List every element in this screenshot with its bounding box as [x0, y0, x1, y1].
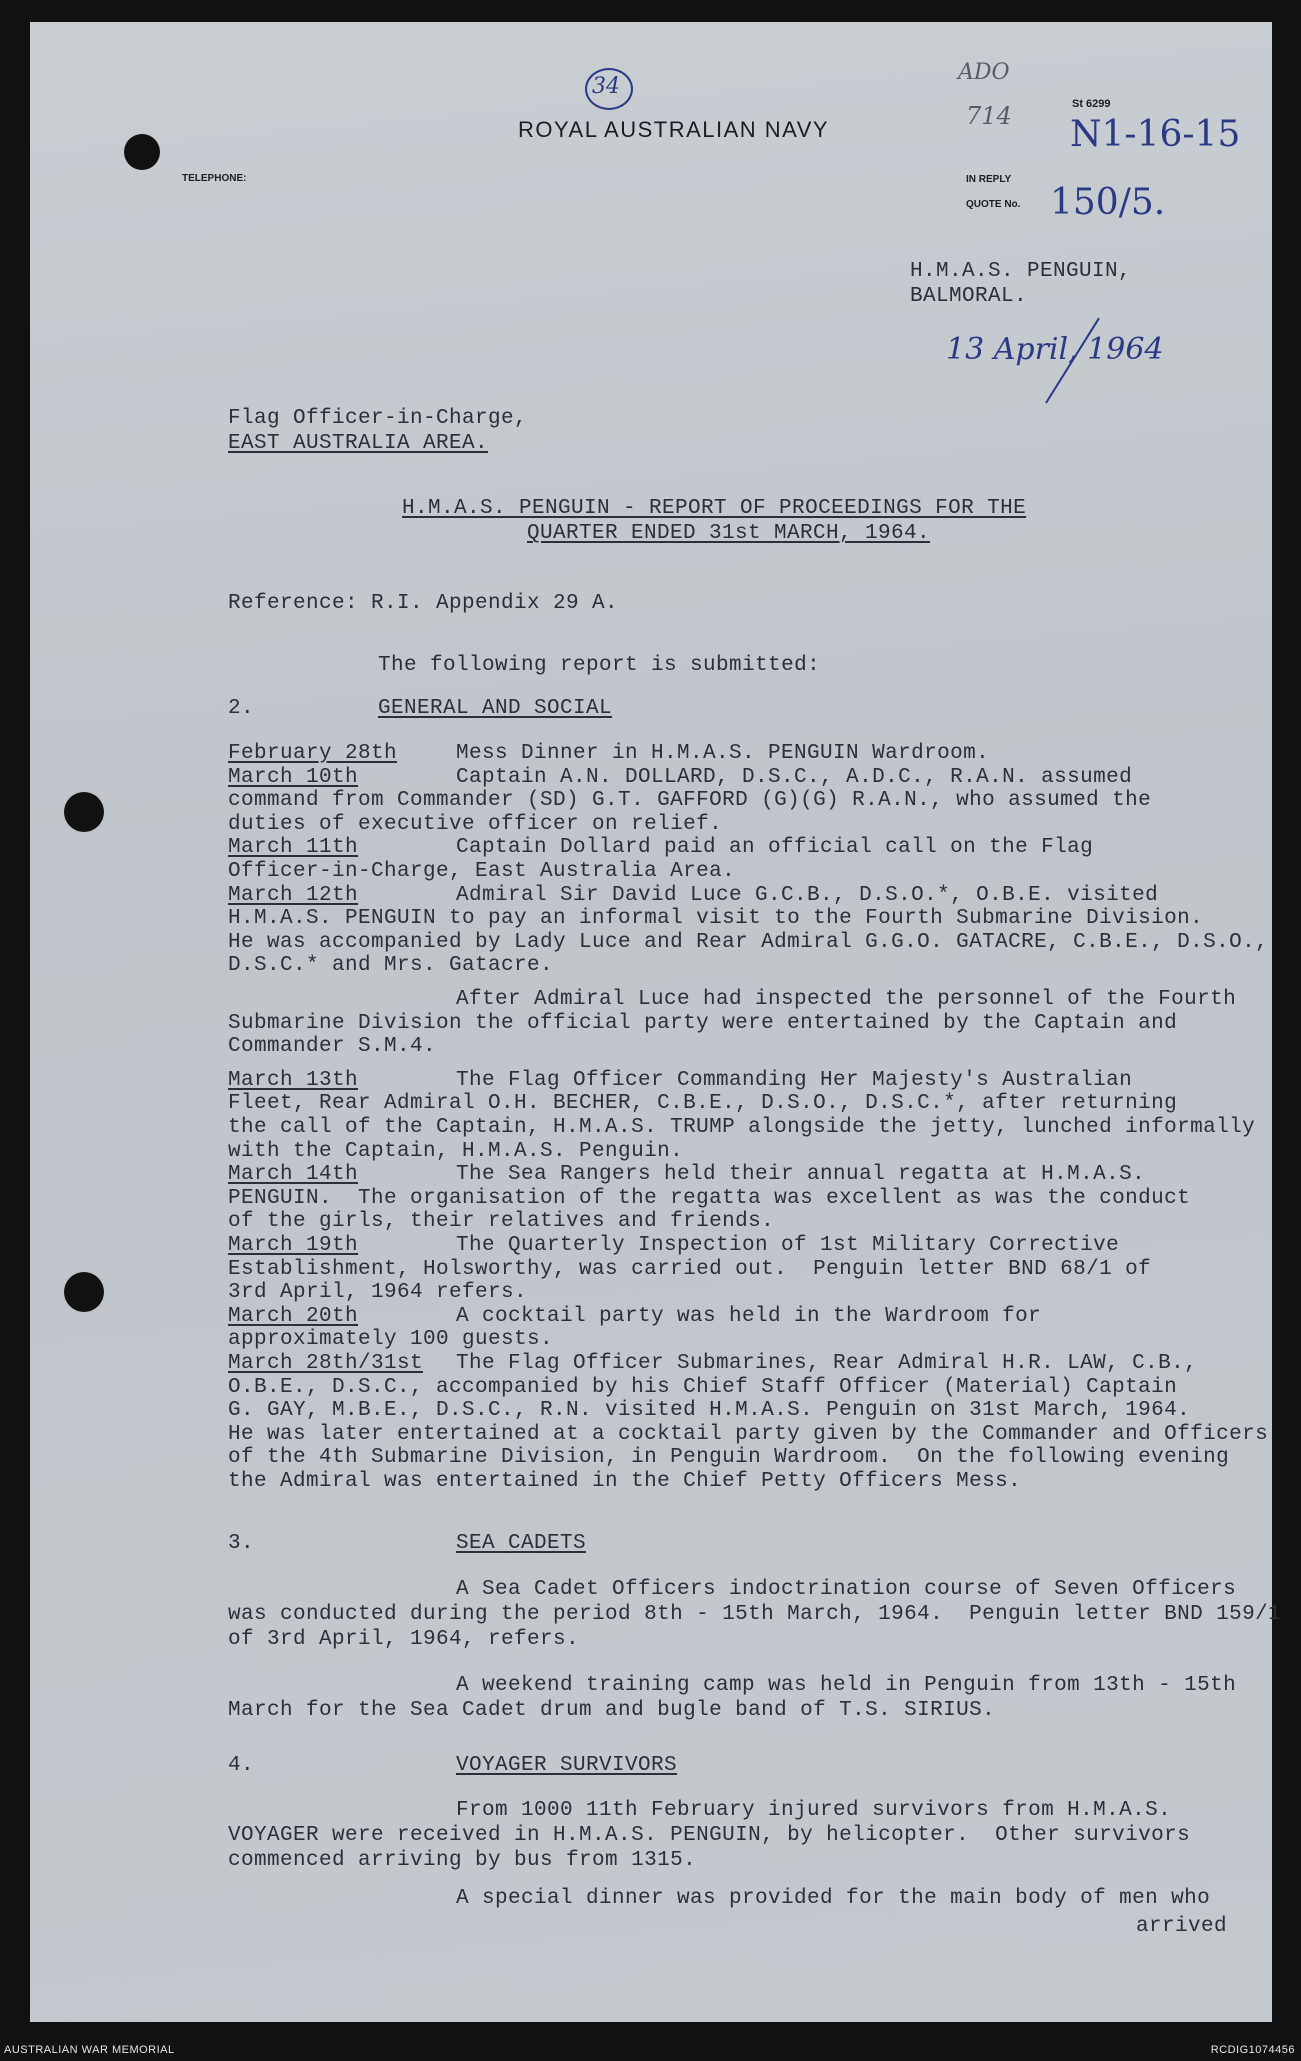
entry-line: A cocktail party was held in the Wardroom for [456, 1304, 1042, 1328]
quote-number-value: 150/5. [1050, 182, 1166, 223]
entry-line: Admiral Sir David Luce G.C.B., D.S.O.*, O.B.E. visited [456, 883, 1159, 907]
paragraph-line: VOYAGER were received in H.M.A.S. PENGUIN, by helicopter. Other survivors [228, 1824, 1191, 1847]
entry-date: March 14th [228, 1163, 359, 1187]
entry-line: Establishment, Holsworthy, was carried out. Penguin letter BND 68/1 of [228, 1257, 1152, 1281]
reference-line: Reference: R.I. Appendix 29 A. [228, 592, 619, 615]
paragraph-line: A Sea Cadet Officers indoctrination course of Seven Officers [456, 1578, 1237, 1601]
section-heading: GENERAL AND SOCIAL [378, 697, 613, 720]
intro-line: The following report is submitted: [378, 654, 821, 677]
entry-line: with the Captain, H.M.A.S. Penguin. [228, 1139, 684, 1163]
form-number: St 6299 [1072, 98, 1111, 110]
entry-line: Fleet, Rear Admiral O.H. BECHER, C.B.E., D.S.O., D.S.C.*, after returning [228, 1092, 1178, 1116]
entry-line: The Quarterly Inspection of 1st Military Corrective [456, 1234, 1120, 1257]
handwritten-date: 13 April, 1964 [946, 332, 1164, 367]
punch-hole [124, 134, 160, 170]
subject-line: QUARTER ENDED 31st MARCH, 1964. [527, 522, 931, 545]
entry-date: March 11th [228, 836, 359, 860]
footer-left: AUSTRALIAN WAR MEMORIAL [4, 2044, 175, 2056]
sender-line: BALMORAL. [910, 285, 1028, 308]
footer-right: RCDIG1074456 [1210, 2044, 1295, 2056]
section-number: 3. [228, 1532, 255, 1555]
punch-hole [64, 1272, 104, 1312]
entry-line: The Flag Officer Commanding Her Majesty's Australian [456, 1068, 1133, 1092]
paragraph-line: commenced arriving by bus from 1315. [228, 1849, 697, 1872]
paragraph-line: A weekend training camp was held in Penguin from 13th - 15th [456, 1674, 1237, 1697]
punch-hole [64, 792, 104, 832]
entry-line: Submarine Division the official party were entertained by the Captain and [228, 1011, 1178, 1035]
entry-date: March 28th/31st [228, 1352, 424, 1375]
entry-line: The Sea Rangers held their annual regatta at H.M.A.S. [456, 1163, 1146, 1187]
entry-line: the call of the Captain, H.M.A.S. TRUMP alongside the jetty, lunched informally [228, 1116, 1256, 1139]
entry-line: Captain Dollard paid an official call on the Flag [456, 836, 1094, 860]
paragraph-line: March for the Sea Cadet drum and bugle band of T.S. SIRIUS. [228, 1699, 996, 1722]
ado-number: 714 [966, 102, 1012, 130]
entry-line: He was later entertained at a cocktail party given by the Commander and Officers [228, 1422, 1269, 1446]
entry-line: command from Commander (SD) G.T. GAFFORD (G)(G) R.A.N., who assumed the [228, 789, 1152, 813]
subject-line: H.M.A.S. PENGUIN - REPORT OF PROCEEDINGS FOR THE [402, 497, 1027, 520]
entry-line: O.B.E., D.S.C., accompanied by his Chief Staff Officer (Material) Captain [228, 1375, 1178, 1399]
entry-line: Captain A.N. DOLLARD, D.S.C., A.D.C., R.A.N. assumed [456, 765, 1133, 789]
section-heading: SEA CADETS [456, 1532, 587, 1555]
paragraph-line: A special dinner was provided for the main body of men who [456, 1887, 1211, 1910]
paragraph-line: was conducted during the period 8th - 15th March, 1964. Penguin letter BND 159/1 [228, 1603, 1282, 1626]
entry-line: Officer-in-Charge, East Australia Area. [228, 860, 736, 883]
letterhead-org: ROYAL AUSTRALIAN NAVY [518, 117, 830, 142]
addressee-line: EAST AUSTRALIA AREA. [228, 432, 489, 455]
section-number: 2. [228, 697, 255, 720]
entry-date: March 13th [228, 1068, 359, 1092]
entry-line: of the 4th Submarine Division, in Penguin Wardroom. On the following evening [228, 1446, 1230, 1470]
circled-number-text: 34 [592, 74, 620, 99]
quote-no-label: QUOTE No. [966, 199, 1021, 210]
catchword: arrived [1136, 1915, 1228, 1938]
entry-line: Commander S.M.4. [228, 1035, 437, 1059]
entry-date: March 10th [228, 765, 359, 789]
entry-line: He was accompanied by Lady Luce and Rear Admiral G.G.O. GATACRE, C.B.E., D.S.O., [228, 930, 1269, 954]
entry-line: Mess Dinner in H.M.A.S. PENGUIN Wardroom. [456, 742, 990, 765]
entry-line: of the girls, their relatives and friends. [228, 1210, 775, 1234]
section-heading: VOYAGER SURVIVORS [456, 1754, 678, 1777]
entry-line: 3rd April, 1964 refers. [228, 1281, 528, 1305]
entry-date: February 28th [228, 742, 398, 765]
entry-line: the Admiral was entertained in the Chief Petty Officers Mess. [228, 1470, 1022, 1493]
entry-date: March 20th [228, 1304, 359, 1328]
entry-line: PENGUIN. The organisation of the regatta was excellent as was the conduct [228, 1186, 1191, 1210]
paragraph-line: From 1000 11th February injured survivors from H.M.A.S. [456, 1799, 1172, 1822]
file-reference: N1-16-15 [1070, 114, 1241, 155]
sender-line: H.M.A.S. PENGUIN, [910, 260, 1132, 283]
addressee-line: Flag Officer-in-Charge, [228, 407, 528, 430]
document-page [30, 22, 1282, 2022]
entry-line: The Flag Officer Submarines, Rear Admiral H.R. LAW, C.B., [456, 1352, 1198, 1375]
in-reply-label: IN REPLY [966, 174, 1012, 185]
entry-line: duties of executive officer on relief. [228, 812, 723, 836]
entry-line: approximately 100 guests. [228, 1328, 554, 1352]
entry-date: March 12th [228, 883, 359, 907]
entry-line: After Admiral Luce had inspected the personnel of the Fourth [456, 988, 1237, 1011]
entry-date: March 19th [228, 1234, 359, 1257]
entry-line: D.S.C.* and Mrs. Gatacre. [228, 954, 554, 978]
entry-line: H.M.A.S. PENGUIN to pay an informal visit to the Fourth Submarine Division. [228, 907, 1204, 931]
telephone-label: TELEPHONE: [182, 173, 247, 184]
entry-line: G. GAY, M.B.E., D.S.C., R.N. visited H.M.A.S. Penguin on 31st March, 1964. [228, 1399, 1191, 1423]
section-number: 4. [228, 1754, 255, 1777]
ado-note: ADO [958, 60, 1010, 85]
paragraph-line: of 3rd April, 1964, refers. [228, 1628, 580, 1651]
